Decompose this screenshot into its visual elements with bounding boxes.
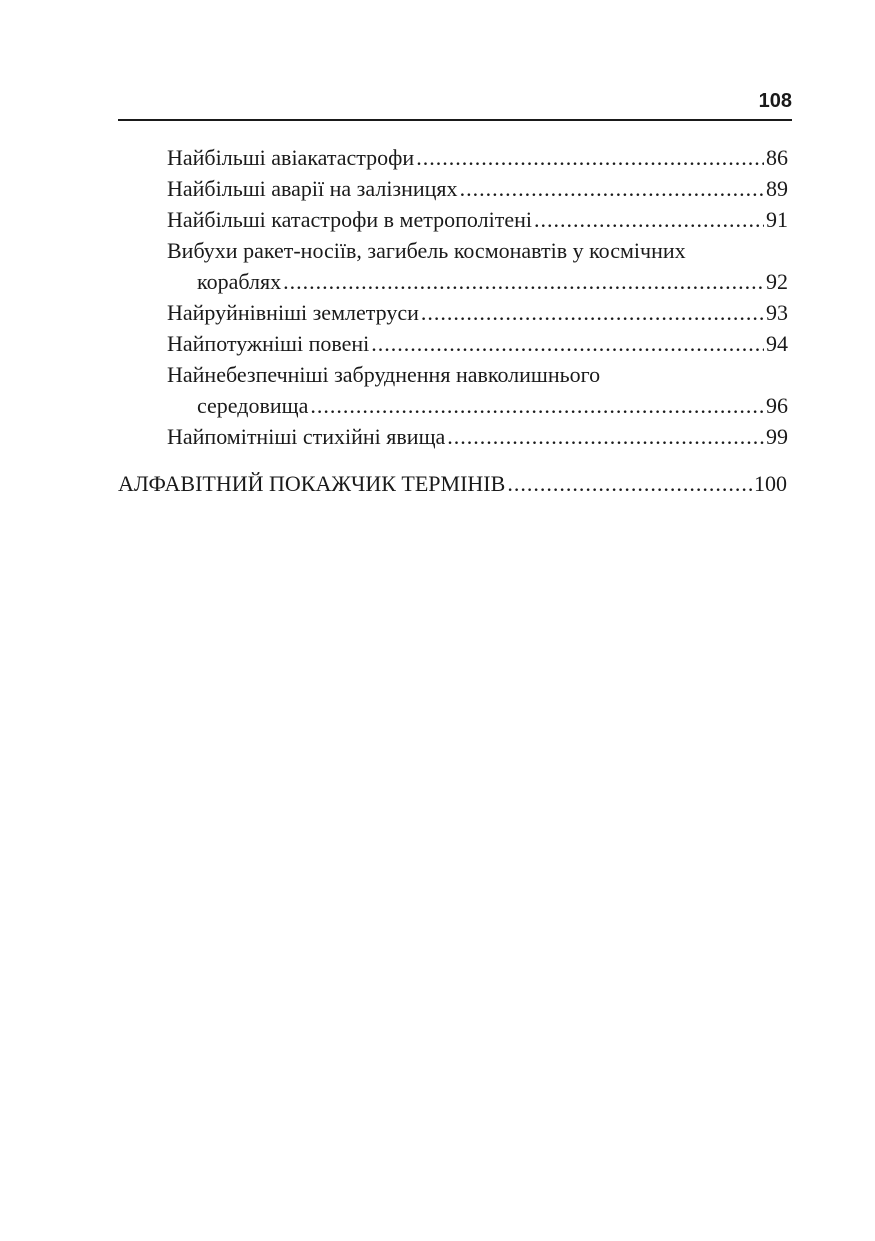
toc-entry-title-continuation: середовища [197, 393, 309, 418]
dot-leader [421, 297, 764, 328]
toc-entry-title: Найбільші катастрофи в метрополітені [167, 207, 532, 232]
toc-entry[interactable] [167, 297, 788, 328]
toc-entry-page: 89 [766, 176, 788, 201]
dot-leader [371, 328, 764, 359]
dot-leader [534, 204, 764, 235]
toc-entry-title: Найнебезпечніші забруднення навколишнього [167, 362, 601, 387]
toc-entry[interactable] [167, 173, 788, 204]
toc-entry[interactable] [167, 359, 788, 421]
toc-entry[interactable] [167, 204, 788, 235]
toc-entry-page: 86 [766, 145, 788, 170]
toc-entry-title: Найпотужніші повені [167, 331, 370, 356]
page-number: 108 [758, 90, 792, 112]
dot-leader [507, 468, 752, 499]
toc-entry-title: Найбільші авіакатастрофи [167, 145, 415, 170]
toc-entry-page: 99 [766, 424, 788, 449]
toc-entry-page: 93 [766, 300, 788, 325]
toc-entry-page: 96 [766, 393, 788, 418]
dot-leader [416, 142, 764, 173]
toc-entry-page: 92 [766, 269, 788, 294]
dot-leader [310, 390, 764, 421]
toc-entry[interactable] [167, 421, 788, 452]
toc-entry-title: Вибухи ракет-носіїв, загибель космонавтів у космічних [167, 238, 686, 263]
dot-leader [447, 421, 764, 452]
toc-entry-page: 91 [766, 207, 788, 232]
toc-entry-title: Найбільші аварії на залізницях [167, 176, 458, 201]
toc-entry-title: Найруйнівніші землетруси [167, 300, 419, 325]
table-of-contents [167, 142, 788, 452]
toc-entry[interactable] [167, 235, 788, 297]
toc-entry-page: 94 [766, 331, 788, 356]
dot-leader [283, 266, 764, 297]
toc-entry[interactable] [167, 142, 788, 173]
toc-entry-title: Найпомітніші стихійні явища [167, 424, 446, 449]
toc-entry-title-continuation: кораблях [197, 269, 282, 294]
header-rule [118, 119, 792, 121]
toc-section-title: АЛФАВІТНИЙ ПОКАЖЧИК ТЕРМІНІВ [118, 471, 506, 496]
toc-section-entry[interactable] [118, 468, 787, 499]
toc-section-page: 100 [754, 471, 787, 496]
dot-leader [460, 173, 764, 204]
toc-entry[interactable] [167, 328, 788, 359]
